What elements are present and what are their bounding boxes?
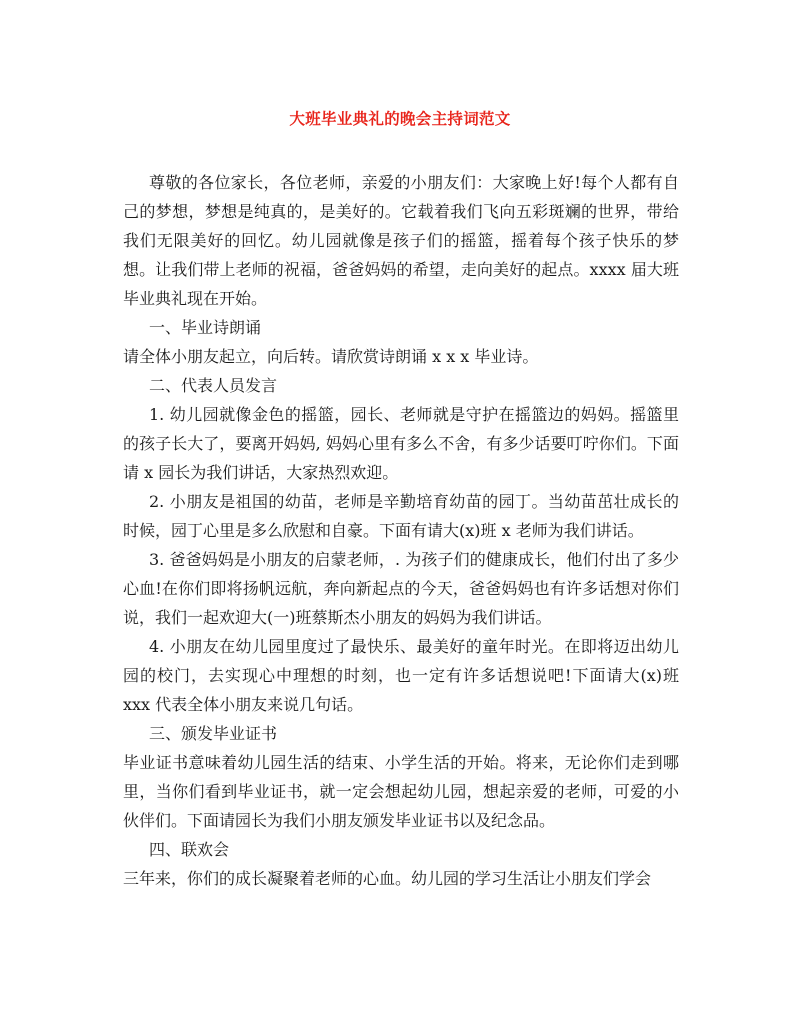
- paragraph-speech-2: 2. 小朋友是祖国的幼苗，老师是辛勤培育幼苗的园丁。当幼苗茁壮成长的时候，园丁心里是多么欣慰和自豪。下面有请大(x)班 x 老师为我们讲话。: [123, 492, 679, 540]
- section-heading-speeches: 二、代表人员发言: [149, 376, 278, 395]
- section-heading-party: 四、联欢会: [149, 840, 230, 859]
- paragraph-poem: 请全体小朋友起立，向后转。请欣赏诗朗诵 x x x 毕业诗。: [123, 347, 539, 366]
- paragraph-speech-3: 3. 爸爸妈妈是小朋友的启蒙老师，. 为孩子们的健康成长，他们付出了多少心血!在你们即将扬帆远航，奔向新起点的今天，爸爸妈妈也有许多话想对你们说，我们一起欢迎大(一)班蔡斯杰小朋友的妈妈为我们讲话。: [123, 550, 679, 627]
- document-title: 大班毕业典礼的晚会主持词范文: [289, 109, 511, 128]
- section-heading-poem: 一、毕业诗朗诵: [149, 318, 262, 337]
- paragraph-speech-4: 4. 小朋友在幼儿园里度过了最快乐、最美好的童年时光。在即将迈出幼儿园的校门，去实现心中理想的时刻，也一定有许多话想说吧!下面请大(x)班 xxx 代表全体小朋友来说几句话。: [123, 637, 679, 714]
- document-body: [123, 168, 679, 893]
- paragraph-certificates: 毕业证书意味着幼儿园生活的结束、小学生活的开始。将来，无论你们走到哪里，当你们看到毕业证书，就一定会想起幼儿园，想起亲爱的老师，可爱的小伙伴们。下面请园长为我们小朋友颁发毕业证书以及纪念品。: [123, 753, 679, 830]
- paragraph-speech-1: 1. 幼儿园就像金色的摇篮，园长、老师就是守护在摇篮边的妈妈。摇篮里的孩子长大了，要离开妈妈, 妈妈心里有多么不舍，有多少话要叮咛你们。下面请 x 园长为我们讲话，大家热烈欢迎。: [123, 405, 679, 482]
- paragraph-party: 三年来，你们的成长凝聚着老师的心血。幼儿园的学习生活让小朋友们学会: [123, 869, 652, 888]
- section-heading-certificates: 三、颁发毕业证书: [149, 724, 278, 743]
- paragraph-intro: 尊敬的各位家长，各位老师，亲爱的小朋友们：大家晚上好!每个人都有自己的梦想，梦想是纯真的，是美好的。它载着我们飞向五彩斑斓的世界，带给我们无限美好的回忆。幼儿园就像是孩子们的摇篮，摇着每个孩子快乐的梦想。让我们带上老师的祝福，爸爸妈妈的希望，走向美好的起点。xxxx 届大班毕业典礼现在开始。: [123, 173, 679, 308]
